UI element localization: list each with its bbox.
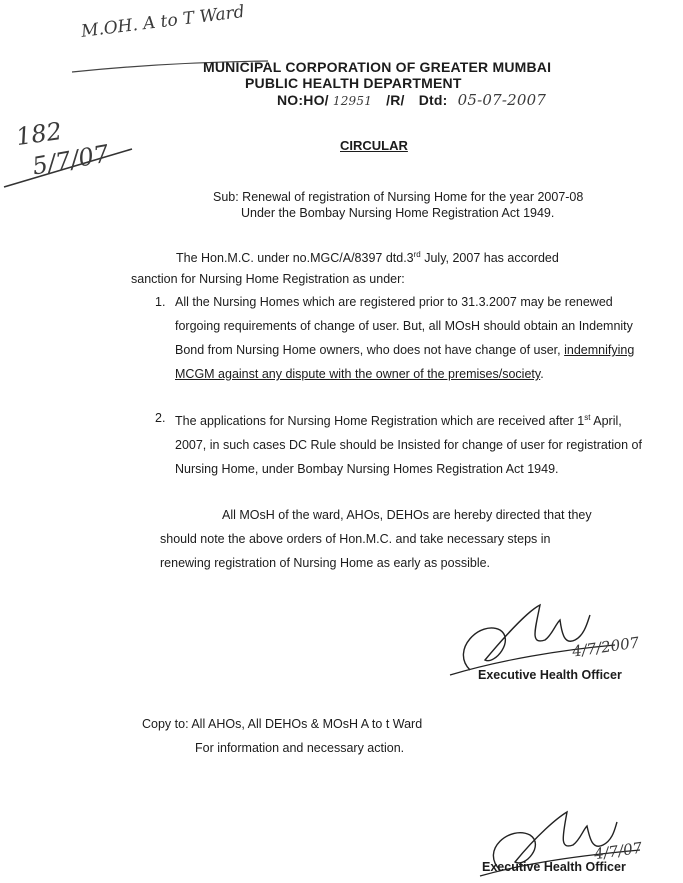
org-name: MUNICIPAL CORPORATION OF GREATER MUMBAI <box>203 59 552 75</box>
intro-sup: rd <box>413 250 421 259</box>
closing-line-1: All MOsH of the ward, AHOs, DEHOs are hereby directed that they <box>222 508 592 522</box>
underlined-clause: indemnifying MCGM against any dispute with the owner of the premises/society <box>175 343 635 381</box>
closing-line-3: renewing registration of Nursing Home as early as possible. <box>160 556 491 570</box>
signature-1-title: Executive Health Officer <box>478 668 622 682</box>
ward-note-text: M.OH. A to T Ward <box>80 1 246 42</box>
subject-line-2: Under the Bombay Nursing Home Registration Act 1949. <box>241 206 555 220</box>
signature-2-date: 4/7/07 <box>592 838 644 864</box>
list-item-text-b: April, 2007, in such cases DC Rule should be Insisted for change of user for registration of Nursing Home, under Bombay Nursing Homes Registration Act 1949. <box>175 414 642 477</box>
list-item-text: All the Nursing Homes which are registered prior to 31.3.2007 may be renewed forgoing requirements of change of user. But, all MOsH should obtain an Indemnity Bond from Nursing Home owners, who does not have change of user, <box>175 295 633 357</box>
subject-line-1: Sub: Renewal of registration of Nursing Home for the year 2007-08 <box>213 190 584 204</box>
list-item <box>155 406 645 481</box>
list-item-end: . <box>540 367 544 381</box>
intro-text-b: July, 2007 has accorded <box>420 251 559 266</box>
circular-title: CIRCULAR <box>340 138 408 153</box>
signature-1-scribble <box>440 590 620 680</box>
intro-text-a: The Hon.M.C. under no.MGC/A/8397 dtd.3 <box>176 251 414 266</box>
date-label: Dtd: <box>418 92 448 108</box>
copy-to-line-2: For information and necessary action. <box>195 741 405 755</box>
closing-line-2: should note the above orders of Hon.M.C. and take necessary steps in <box>160 532 551 546</box>
handwritten-ward-note <box>80 2 246 42</box>
handwritten-inward-date: 5/7/07 <box>30 139 112 181</box>
list-item <box>155 290 645 386</box>
signature-2-title: Executive Health Officer <box>482 860 626 874</box>
list-item-sup: st <box>584 413 591 422</box>
intro-line-2: sanction for Nursing Home Registration as under: <box>131 272 405 286</box>
list-item-text-a: The applications for Nursing Home Registration which are received after 1 <box>175 414 585 429</box>
ref-prefix: NO:HO/ <box>277 92 329 108</box>
department-name: PUBLIC HEALTH DEPARTMENT <box>245 75 462 91</box>
list-number: 2. <box>155 411 166 425</box>
reference-line <box>277 91 546 109</box>
date-value: 05-07-2007 <box>457 91 547 109</box>
signature-1-date: 4/7/2007 <box>571 633 641 661</box>
ref-number: 12951 <box>332 94 373 108</box>
handwritten-inward-number: 182 <box>14 116 64 152</box>
list-number: 1. <box>155 295 166 309</box>
list-item-body <box>175 406 645 481</box>
copy-to-line-1: Copy to: All AHOs, All DEHOs & MOsH A to t Ward <box>142 717 423 731</box>
list-item-body <box>175 290 645 386</box>
ref-suffix: /R/ <box>386 92 405 108</box>
